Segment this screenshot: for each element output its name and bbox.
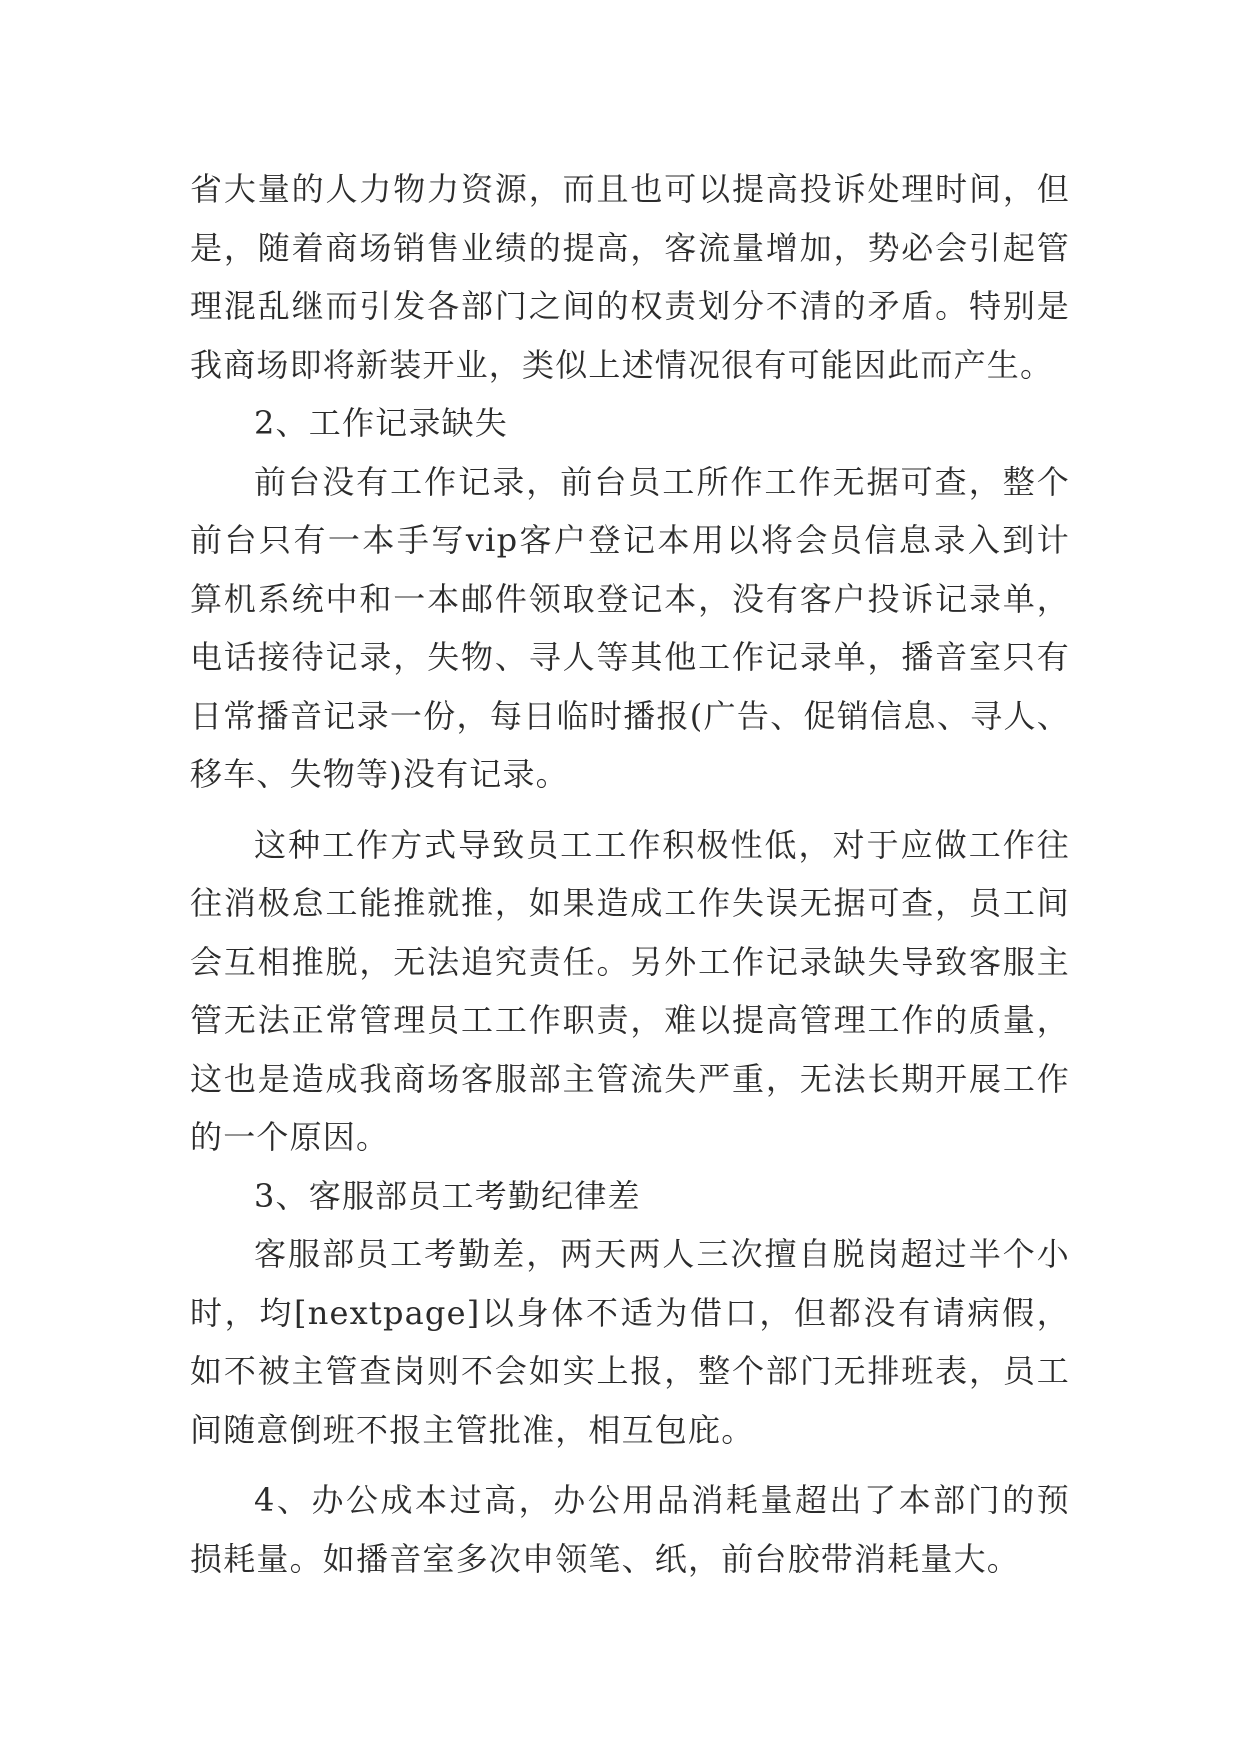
paragraph-front-desk-records: 前台没有工作记录，前台员工所作工作无据可查，整个前台只有一本手写vip客户登记本用以将会员信息录入到计算机系统中和一本邮件领取登记本，没有客户投诉记录单，电话接待记录，失物、寻人等其他工作记录单，播音室只有日常播音记录一份，每日临时播报(广告、促销信息、寻人、移车、失物等)没有记录。 [190, 462, 1070, 793]
paragraph-office-cost: 4、办公成本过高，办公用品消耗量超出了本部门的预损耗量。如播音室多次申领笔、纸，前台胶带消耗量大。 [190, 1481, 1070, 1578]
section-heading-3: 3、客服部员工考勤纪律差 [254, 1176, 641, 1215]
document-body [190, 160, 1070, 1588]
paragraph-continuation: 省大量的人力物力资源，而且也可以提高投诉处理时间，但是，随着商场销售业绩的提高，客流量增加，势必会引起管理混乱继而引发各部门之间的权责划分不清的矛盾。特别是我商场即将新装开业，类似上述情况很有可能因此而产生。 [190, 170, 1070, 384]
paragraph-work-style: 这种工作方式导致员工工作积极性低，对于应做工作往往消极怠工能推就推，如果造成工作失误无据可查，员工间会互相推脱，无法追究责任。另外工作记录缺失导致客服主管无法正常管理员工工作职责，难以提高管理工作的质量，这也是造成我商场客服部主管流失严重，无法长期开展工作的一个原因。 [190, 825, 1070, 1156]
section-heading-2: 2、工作记录缺失 [254, 404, 508, 442]
paragraph-attendance: 客服部员工考勤差，两天两人三次擅自脱岗超过半个小时，均[nextpage]以身体不适为借口，但都没有请病假，如不被主管查岗则不会如实上报，整个部门无排班表，员工间随意倒班不报主管批准，相互包庇。 [190, 1235, 1070, 1449]
